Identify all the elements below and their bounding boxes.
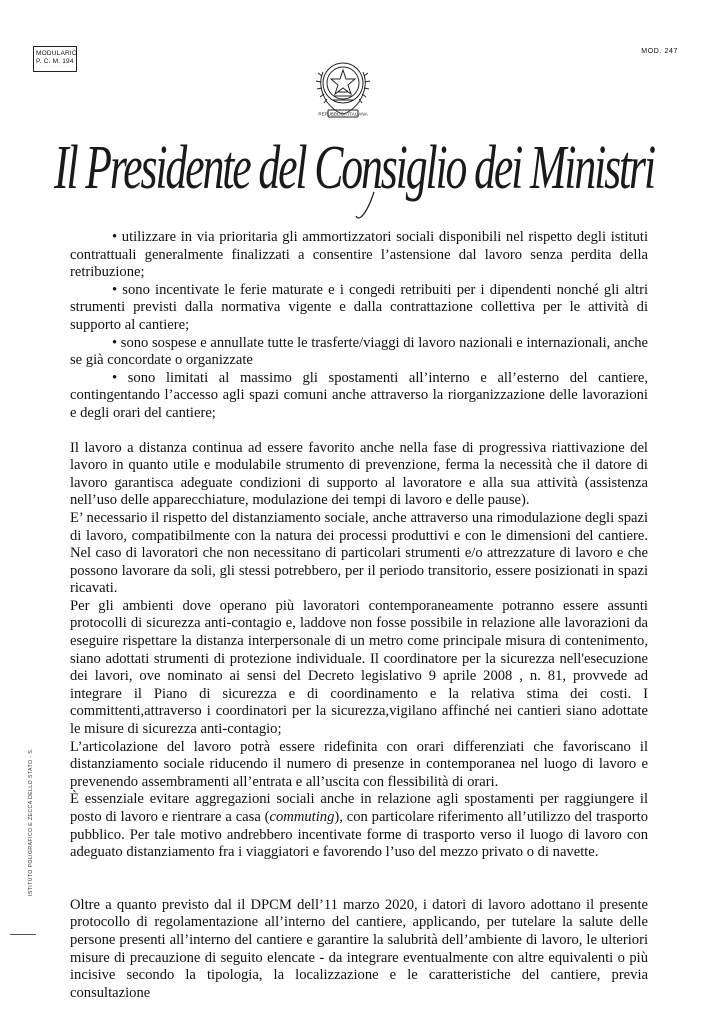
body-paragraph: Il lavoro a distanza continua ad essere favorito anche nella fase di progressiva riattivazione del lavoro in quanto utile e modulabile strumento di prevenzione, ferma la necessità che il datore di lavoro garantisca adeguate condizioni di supporto al lavoratore e alla sua attività (assistenza nell’uso delle apparecchiature, modulazione dei tempi di lavoro e delle pause). bbox=[70, 439, 648, 509]
final-paragraph: Oltre a quanto previsto dal il DPCM dell’11 marzo 2020, i datori di lavoro adottano il presente protocollo di regolamentazione all’interno del cantiere, applicando, per tutelare la salute delle persone presenti all’interno del cantiere e garantire la salubrità dell’ambiente di lavoro, le ulteriori misure di precauzione di seguito elencate - da integrare eventualmente con altre equivalenti o più incisive secondo la tipologia, la localizzazione e le caratteristiche del cantiere, previa consultazione bbox=[70, 896, 648, 1001]
margin-rule bbox=[10, 934, 36, 935]
bullet-item: • sono incentivate le ferie maturate e i congedi retribuiti per i dipendenti nonché gli altri strumenti previsti dalla normativa vigente e dalla contrattazione collettiva per le attività di supporto al cantiere; bbox=[70, 281, 648, 333]
bullet-item: • sono limitati al massimo gli spostamenti all’interno e all’esterno del cantiere, contingentando l’accesso agli spazi comuni anche attraverso la riorganizzazione delle lavorazioni e degli orari del cantiere; bbox=[70, 369, 648, 421]
commuting-text-after: ), con particolare riferimento all’utilizzo del trasporto pubblico. Per tale motivo andrebbero incentivate forme di trasporto verso il luogo di lavoro con adeguato distanziamento fra i viaggiatori e favorendo l’uso del mezzo privato o di navette. bbox=[70, 809, 648, 861]
page-title-text: Il Presidente del Consiglio dei Ministri bbox=[53, 134, 656, 202]
body-paragraph: E’ necessario il rispetto del distanziamento sociale, anche attraverso una rimodulazione degli spazi di lavoro, compatibilmente con la natura dei processi produttivi e con le dimensioni del cantiere. Nel caso di lavoratori che non necessitano di particolari strumenti e/o attrezzature di lavoro e che possono lavorare da soli, gli stessi potrebbero, per il periodo transitorio, essere posizionati in spazi ricavati. bbox=[70, 509, 648, 597]
bullet-item: • sono sospese e annullate tutte le trasferte/viaggi di lavoro nazionali e internazionali, anche se già concordate o organizzate bbox=[70, 334, 648, 369]
body-paragraph bbox=[70, 791, 648, 861]
page-title bbox=[44, 122, 664, 222]
commuting-term: commuting bbox=[269, 809, 335, 825]
commuting-text-before: È essenziale evitare aggregazioni sociali anche in relazione agli spostamenti per raggiungere il posto di lavoro e rientrare a casa ( bbox=[70, 791, 648, 825]
body-paragraph: L’articolazione del lavoro potrà essere ridefinita con orari differenziati che favoriscano il distanziamento sociale riducendo il numero di presenze in contemporanea nel luogo di lavoro e prevenendo assembramenti all’entrata e all’uscita con flessibilità di orari. bbox=[70, 738, 648, 790]
printer-imprint-text: ISTITUTO POLIGRAFICO E ZECCA DELLO STATO - S. bbox=[28, 748, 34, 896]
emblem-motto: REPUBBLICA ITALIANA bbox=[318, 111, 368, 117]
form-code: MOD. 247 bbox=[641, 48, 678, 55]
bullet-item: • utilizzare in via prioritaria gli ammortizzatori sociali disponibili nel rispetto degli istituti contrattuali generalmente finalizzati a consentire l’astensione dal lavoro senza perdita della retribuzione; bbox=[70, 229, 648, 281]
form-box-line-2: P. C. M. 194 bbox=[36, 58, 74, 65]
body-paragraph: Per gli ambienti dove operano più lavoratori contemporaneamente potranno essere assunti protocolli di sicurezza anti-contagio e, laddove non fosse possibile in relazione alle lavorazioni da eseguire rispettare la distanza interpersonale di un metro come principale misura di contenimento, siano adottati strumenti di protezione individuale. Il coordinatore per la sicurezza nell'esecuzione dei lavori, ove nominato ai sensi del Decreto legislativo 9 aprile 2008 , n. 81, provvede ad integrare il Piano di sicurezza e di coordinamento e la relativa stima dei costi. I committenti,attraverso i coordinatori per la sicurezza,vigilano affinché nei cantieri siano adottate le misure di sicurezza anti-contagio; bbox=[70, 597, 648, 738]
italian-republic-emblem-icon bbox=[310, 52, 376, 126]
printer-imprint bbox=[24, 738, 36, 898]
document-body bbox=[70, 229, 648, 1002]
form-box-line-1: MODULARIO bbox=[36, 50, 78, 57]
form-reference-box bbox=[33, 46, 77, 72]
